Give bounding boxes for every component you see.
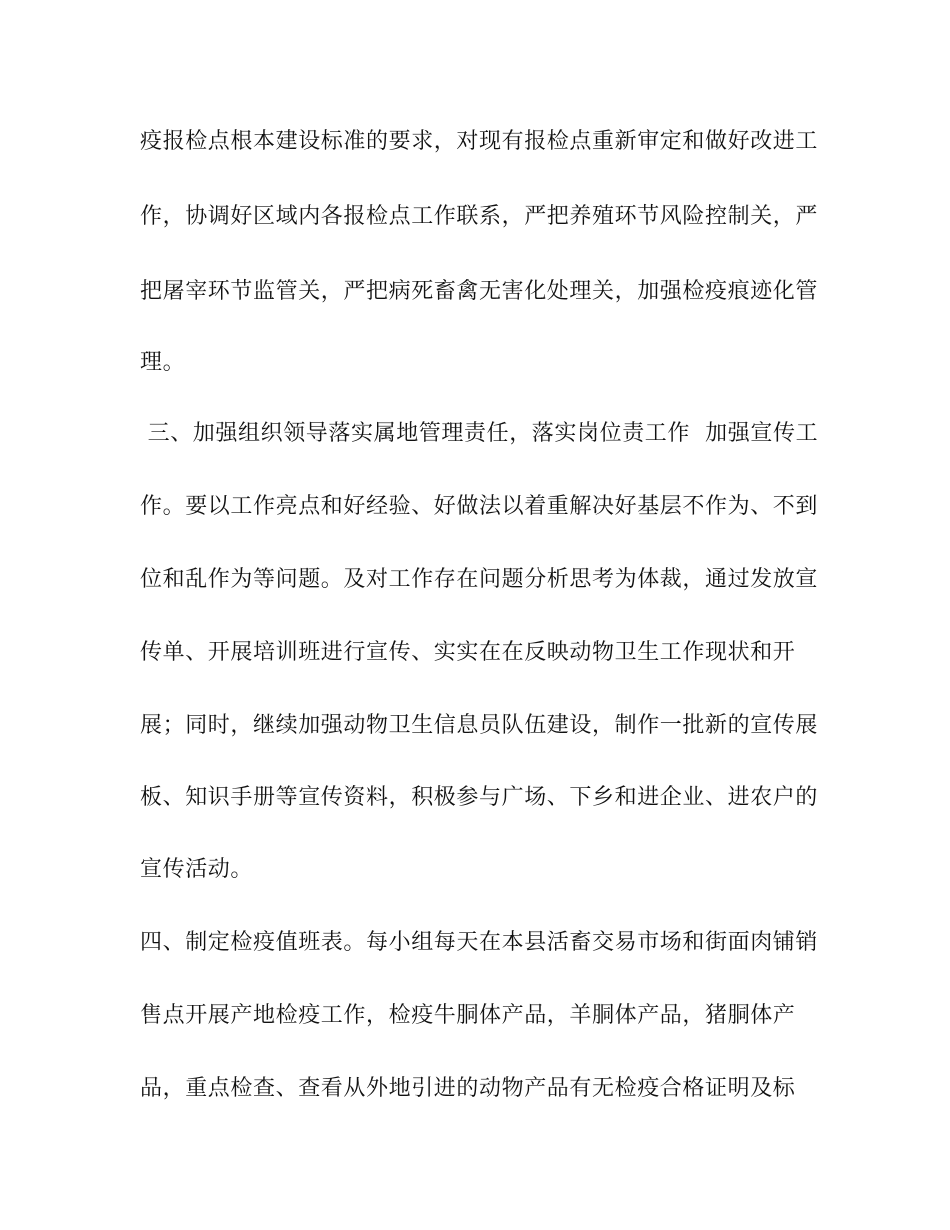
section-heading-line: 三、加强组织领导落实属地管理责任，落实岗位责工作 加强宣传工 (140, 421, 819, 446)
text-line: 把屠宰环节监管关，严把病死畜禽无害化处理关，加强检疫痕迹化管 (140, 279, 819, 304)
text-line: 作，协调好区域内各报检点工作联系，严把养殖环节风险控制关，严 (140, 204, 819, 229)
text-line: 宣传活动。 (140, 857, 254, 882)
section-heading-line: 四、制定检疫值班表。每小组每天在本县活畜交易市场和街面肉铺销 (140, 930, 819, 955)
text-line: 售点开展产地检疫工作，检疫牛胴体产品，羊胴体产品，猪胴体产 (140, 1003, 796, 1028)
text-line: 位和乱作为等问题。及对工作存在问题分析思考为体裁，通过发放宣 (140, 567, 819, 592)
text-line: 板、知识手册等宣传资料，积极参与广场、下乡和进企业、进农户的 (140, 785, 819, 810)
text-line: 作。要以工作亮点和好经验、好做法以着重解决好基层不作为、不到 (140, 494, 819, 519)
text-line: 疫报检点根本建设标准的要求，对现有报检点重新审定和做好改进工 (140, 129, 819, 154)
text-line: 展；同时，继续加强动物卫生信息员队伍建设，制作一批新的宣传展 (140, 713, 819, 738)
text-line: 传单、开展培训班进行宣传、实实在在反映动物卫生工作现状和开 (140, 640, 796, 665)
text-line: 品，重点检查、查看从外地引进的动物产品有无检疫合格证明及标 (140, 1076, 796, 1101)
text-line: 理。 (140, 350, 186, 375)
